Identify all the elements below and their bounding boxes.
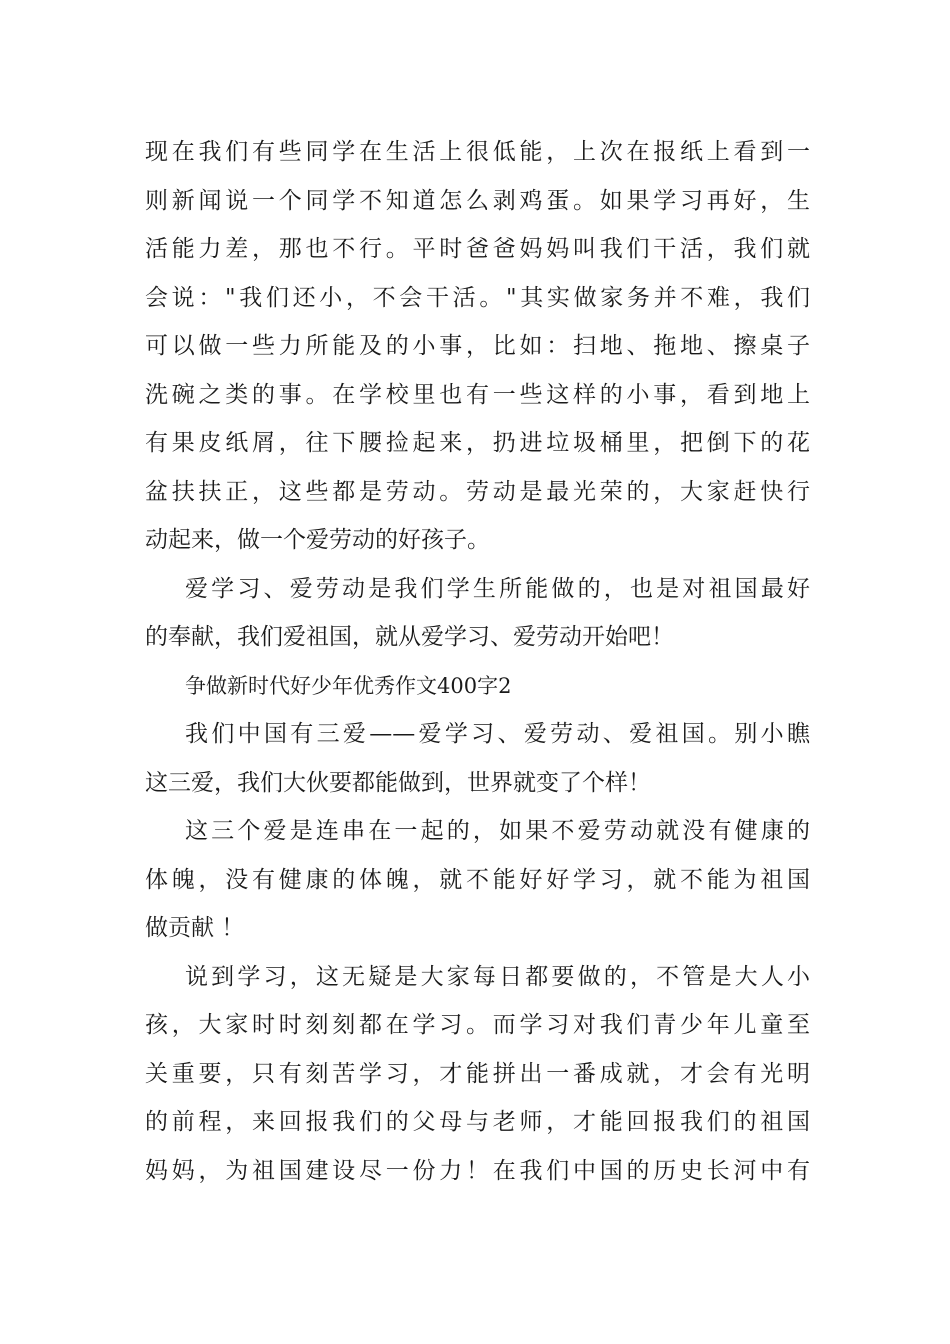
paragraph-start-line: 我们中国有三爱——爱学习、爱劳动、爱祖国。别小瞧	[185, 721, 810, 747]
text-line: 可以做一些力所能及的小事，比如：扫地、拖地、擦桌子	[145, 333, 810, 359]
text-line: 关重要，只有刻苦学习，才能拼出一番成就，才会有光明	[145, 1060, 810, 1087]
text-line: 洗碗之类的事。在学校里也有一些这样的小事，看到地上	[145, 381, 810, 408]
paragraph-start-line: 爱学习、爱劳动是我们学生所能做的，也是对祖国最好	[185, 575, 810, 602]
text-line: 活能力差，那也不行。平时爸爸妈妈叫我们干活，我们就	[145, 236, 810, 262]
essay-title: 争做新时代好少年优秀作文400字2	[185, 673, 512, 698]
text-line: 这三爱，我们大伙要都能做到，世界就变了个样！	[145, 769, 651, 796]
paragraph-start-line: 这三个爱是连串在一起的，如果不爱劳动就没有健康的	[185, 818, 810, 844]
text-line: 现在我们有些同学在生活上很低能，上次在报纸上看到一	[145, 139, 810, 165]
text-line: 的前程，来回报我们的父母与老师，才能回报我们的祖国	[145, 1109, 810, 1135]
text-line: 的奉献，我们爱祖国，就从爱学习、爱劳动开始吧！	[145, 624, 674, 650]
text-line: 则新闻说一个同学不知道怎么剥鸡蛋。如果学习再好，生	[145, 187, 810, 214]
paragraph-start-line: 说到学习，这无疑是大家每日都要做的，不管是大人小	[185, 963, 810, 990]
text-line: 盆扶扶正，这些都是劳动。劳动是最光荣的，大家赶快行	[145, 478, 810, 505]
text-line: 妈妈，为祖国建设尽一份力！在我们中国的历史长河中有	[145, 1157, 810, 1184]
text-line: 做贡献 ！	[145, 915, 245, 941]
text-line: 孩，大家时时刻刻都在学习。而学习对我们青少年儿童至	[145, 1012, 810, 1038]
text-line: 体魄，没有健康的体魄，就不能好好学习，就不能为祖国	[145, 866, 810, 893]
text-line: 有果皮纸屑，往下腰捡起来，扔进垃圾桶里，把倒下的花	[145, 430, 810, 456]
text-line: 会说："我们还小，不会干活。"其实做家务并不难，我们	[145, 284, 810, 311]
text-line: 动起来，做一个爱劳动的好孩子。	[145, 527, 490, 553]
document-page	[145, 128, 810, 1195]
